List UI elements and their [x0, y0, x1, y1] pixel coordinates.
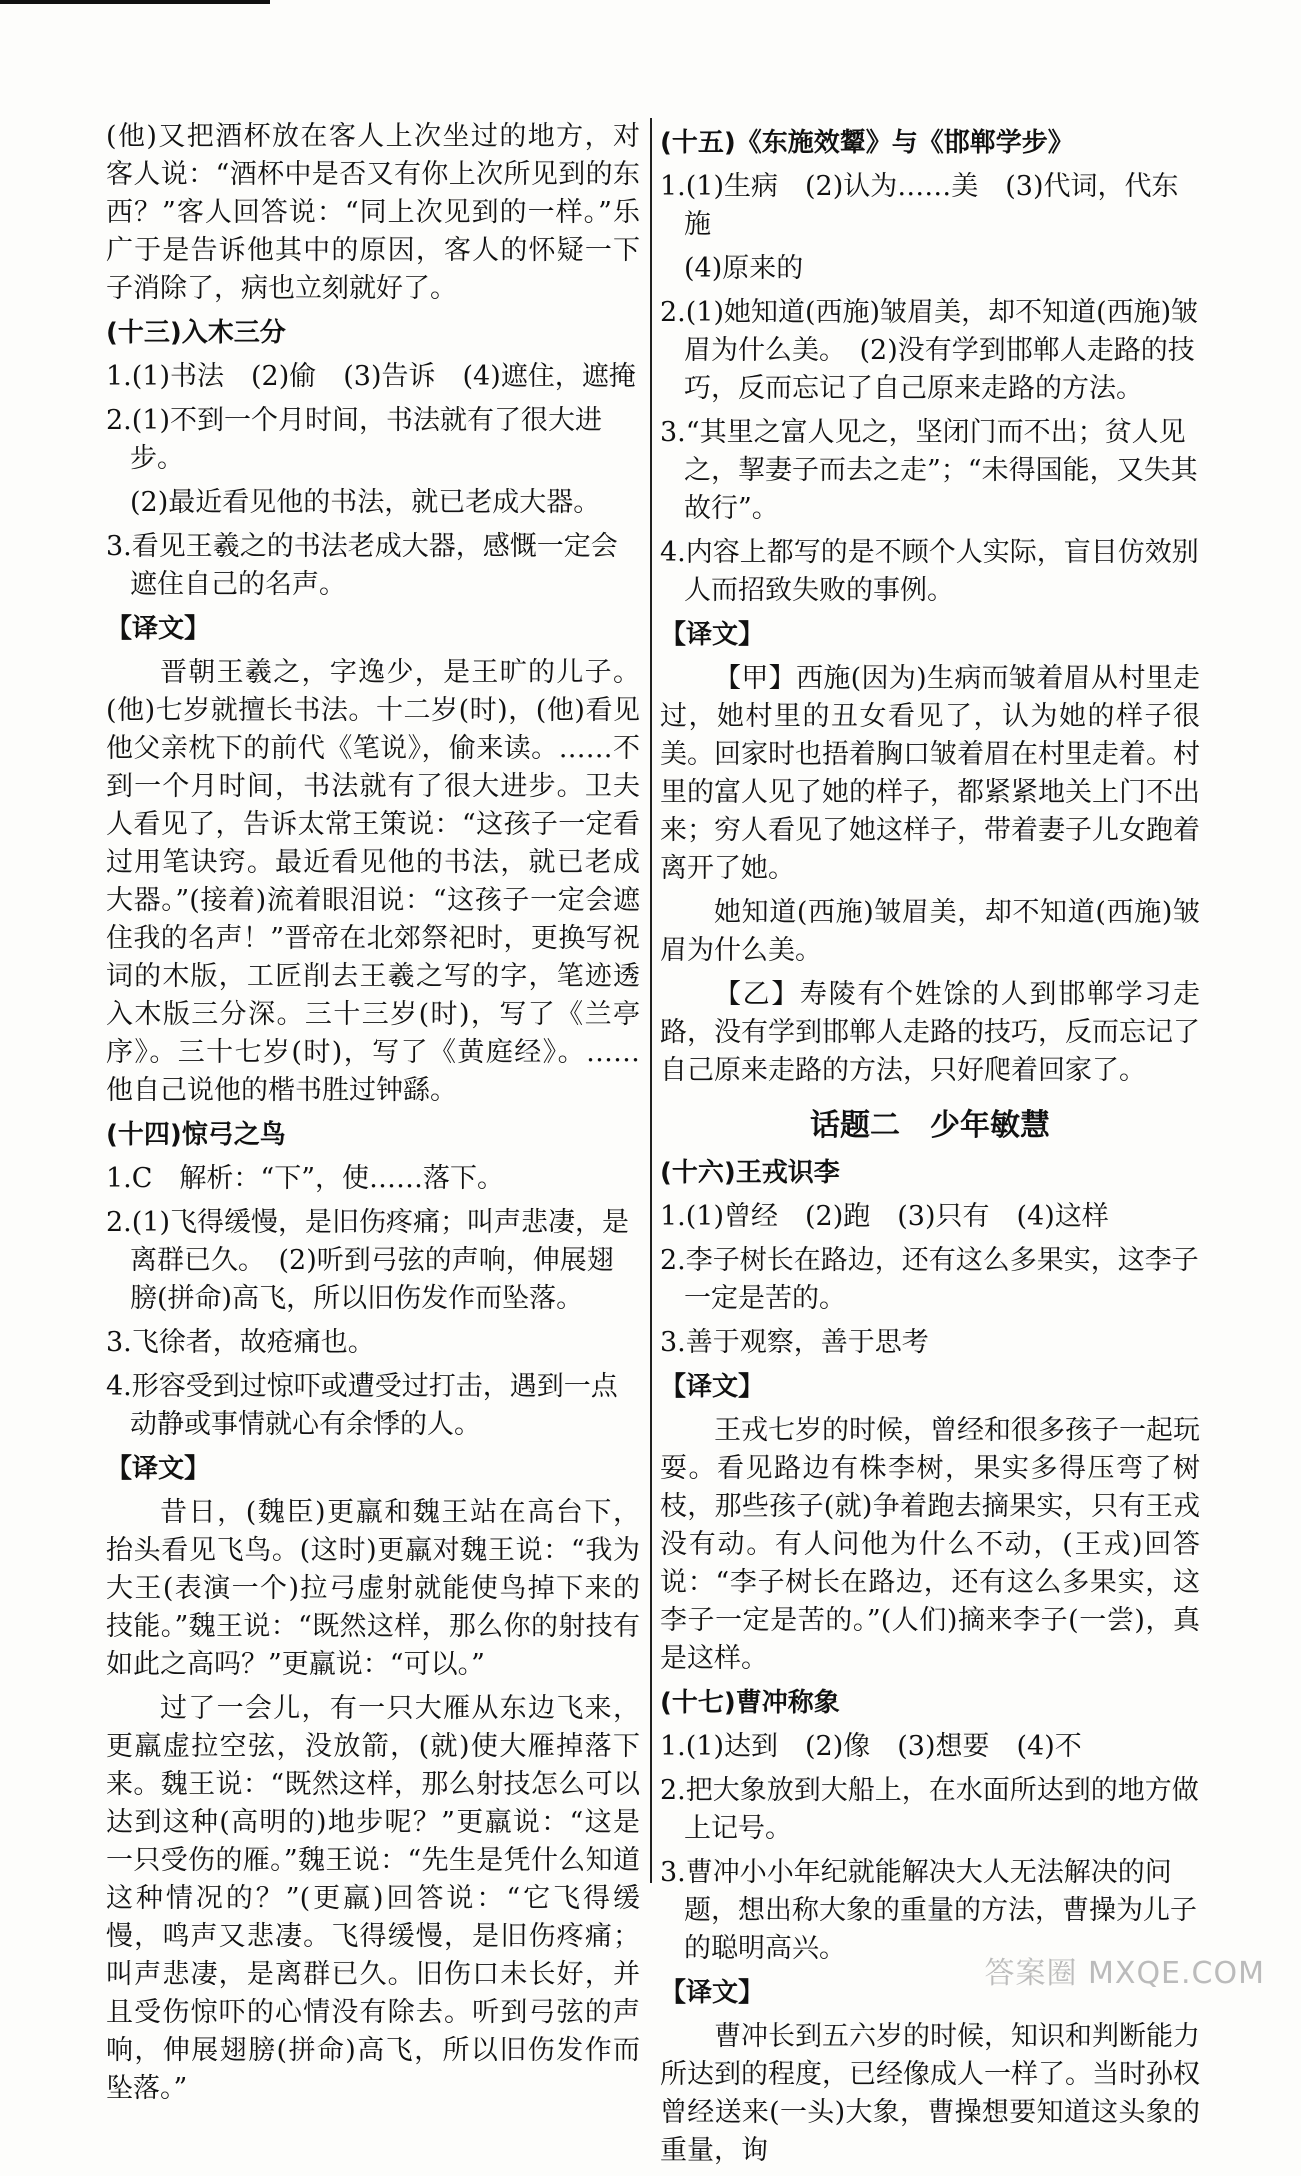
- translation-text: 晋朝王羲之，字逸少，是王旷的儿子。(他)七岁就擅长书法。十二岁(时)，(他)看见他父亲枕下的前代《笔说》，偷来读。……不到一个月时间，书法就有了很大进步。卫夫人看见了，告诉太常王策说：“这孩子一定看过用笔诀窍。最近看见他的书法，就已老成大器。”(接着)流着眼泪说：“这孩子一定会遮住我的名声！”晋帝在北郊祭祀时，更换写祝词的木版，工匠削去王羲之写的字，笔迹透入木版三分深。三十三岁(时)，写了《兰亭序》。三十七岁(时)，写了《黄庭经》。……他自己说他的楷书胜过钟繇。: [106, 657, 640, 1106]
- translation-text: 过了一会儿，有一只大雁从东边飞来，更羸虚拉空弦，没放箭，(就)使大雁掉落下来。魏王说：“既然这样，那么射技怎么可以达到这种(高明的)地步呢？”更羸说：“这是一只受伤的雁。”魏王说：“先生是凭什么知道这种情况的？”(更羸)回答说：“它飞得缓慢，鸣声又悲凄。飞得缓慢，是旧伤疼痛；叫声悲凄，是离群已久。旧伤口未长好，并且受伤惊吓的心情没有除去。听到弓弦的声响，伸展翅膀(拼命)高飞，所以旧伤发作而坠落。”: [106, 1693, 640, 2104]
- topic-heading: 话题二 少年敏慧: [810, 1108, 1050, 1143]
- answer-item: 1.(1)生病 (2)认为……美 (3)代词，代东施: [660, 171, 1179, 240]
- translation-label: 【译文】: [660, 1372, 765, 1402]
- answer-item: 2.(1)不到一个月时间，书法就有了很大进步。: [106, 405, 603, 474]
- answer-item: 1.(1)达到 (2)像 (3)想要 (4)不: [660, 1731, 1082, 1762]
- translation-text: 【乙】寿陵有个姓馀的人到邯郸学习走路，没有学到邯郸人走路的技巧，反而忘记了自己原来走路的方法，只好爬着回家了。: [660, 979, 1200, 1086]
- answer-subitem: (4)原来的: [684, 253, 804, 284]
- section-title-13: (十三)入木三分: [106, 318, 286, 348]
- answer-item: 1.(1)曾经 (2)跑 (3)只有 (4)这样: [660, 1201, 1109, 1232]
- section-title-15: (十五)《东施效颦》与《邯郸学步》: [660, 128, 1074, 158]
- answer-item: 2.(1)飞得缓慢，是旧伤疼痛；叫声悲凄，是离群已久。 (2)听到弓弦的声响，伸展翅膀(拼命)高飞，所以旧伤发作而坠落。: [106, 1207, 630, 1314]
- translation-label: 【译文】: [106, 1454, 211, 1484]
- top-rule: [0, 0, 270, 4]
- translation-label: 【译文】: [660, 620, 765, 650]
- translation-text: 王戎七岁的时候，曾经和很多孩子一起玩耍。看见路边有株李树，果实多得压弯了树枝，那些孩子(就)争着跑去摘果实，只有王戎没有动。有人问他为什么不动，(王戎)回答说：“李子树长在路边，还有这么多果实，这李子一定是苦的。”(人们)摘来李子(一尝)，真是这样。: [660, 1415, 1200, 1674]
- answer-item: 1.C 解析：“下”，使……落下。: [106, 1163, 505, 1194]
- answer-item: 2.把大象放到大船上，在水面所达到的地方做上记号。: [660, 1775, 1199, 1844]
- right-column: [660, 118, 1200, 2176]
- translation-label: 【译文】: [106, 614, 211, 644]
- answer-item: 3.飞徐者，故疮痛也。: [106, 1327, 375, 1358]
- translation-text: 曹冲长到五六岁的时候，知识和判断能力所达到的程度，已经像成人一样了。当时孙权曾经送来(一头)大象，曹操想要知道这头象的重量，询: [660, 2021, 1200, 2166]
- watermark: 答案圈 MXQE.COM: [984, 1956, 1265, 1991]
- answer-item: 3.曹冲小小年纪就能解决大人无法解决的问题，想出称大象的重量的方法，曹操为儿子的聪明高兴。: [660, 1857, 1197, 1964]
- section-title-17: (十七)曹冲称象: [660, 1688, 840, 1718]
- answer-item: 3.看见王羲之的书法老成大器，感慨一定会遮住自己的名声。: [106, 531, 618, 600]
- answer-item: 2.(1)她知道(西施)皱眉美，却不知道(西施)皱眉为什么美。 (2)没有学到邯郸人走路的技巧，反而忘记了自己原来走路的方法。: [660, 297, 1199, 404]
- answer-item: 1.(1)书法 (2)偷 (3)告诉 (4)遮住，遮掩: [106, 361, 636, 392]
- answer-item: 3.“其里之富人见之，坚闭门而不出；贫人见之，挈妻子而去之走”；“未得国能，又失其故行”。: [660, 417, 1198, 524]
- translation-text: 【甲】西施(因为)生病而皱着眉从村里走过，她村里的丑女看见了，认为她的样子很美。回家时也捂着胸口皱着眉在村里走着。村里的富人见了她的样子，都紧紧地关上门不出来；穷人看见了她这样子，带着妻子儿女跑着离开了她。: [660, 663, 1200, 884]
- section-title-16: (十六)王戎识李: [660, 1158, 840, 1188]
- answer-subitem: (2)最近看见他的书法，就已老成大器。: [130, 487, 601, 518]
- answer-item: 4.形容受到过惊吓或遭受过打击，遇到一点动静或事情就心有余悸的人。: [106, 1371, 618, 1440]
- column-divider: [650, 118, 652, 1883]
- translation-text: 她知道(西施)皱眉美，却不知道(西施)皱眉为什么美。: [660, 897, 1200, 966]
- answer-item: 4.内容上都写的是不顾个人实际，盲目仿效别人而招致失败的事例。: [660, 537, 1199, 606]
- answer-item: 3.善于观察，善于思考: [660, 1327, 929, 1358]
- translation-text: 昔日，(魏臣)更羸和魏王站在高台下，抬头看见飞鸟。(这时)更羸对魏王说：“我为大王(表演一个)拉弓虚射就能使鸟掉下来的技能。”魏王说：“既然这样，那么你的射技有如此之高吗？”更羸说：“可以。”: [106, 1497, 640, 1680]
- left-column: [106, 118, 640, 2114]
- section-title-14: (十四)惊弓之鸟: [106, 1120, 286, 1150]
- translation-label: 【译文】: [660, 1978, 765, 2008]
- paragraph: (他)又把酒杯放在客人上次坐过的地方，对客人说：“酒杯中是否又有你上次所见到的东西？”客人回答说：“同上次见到的一样。”乐广于是告诉他其中的原因，客人的怀疑一下子消除了，病也立刻就好了。: [106, 121, 640, 304]
- answer-item: 2.李子树长在路边，还有这么多果实，这李子一定是苦的。: [660, 1245, 1199, 1314]
